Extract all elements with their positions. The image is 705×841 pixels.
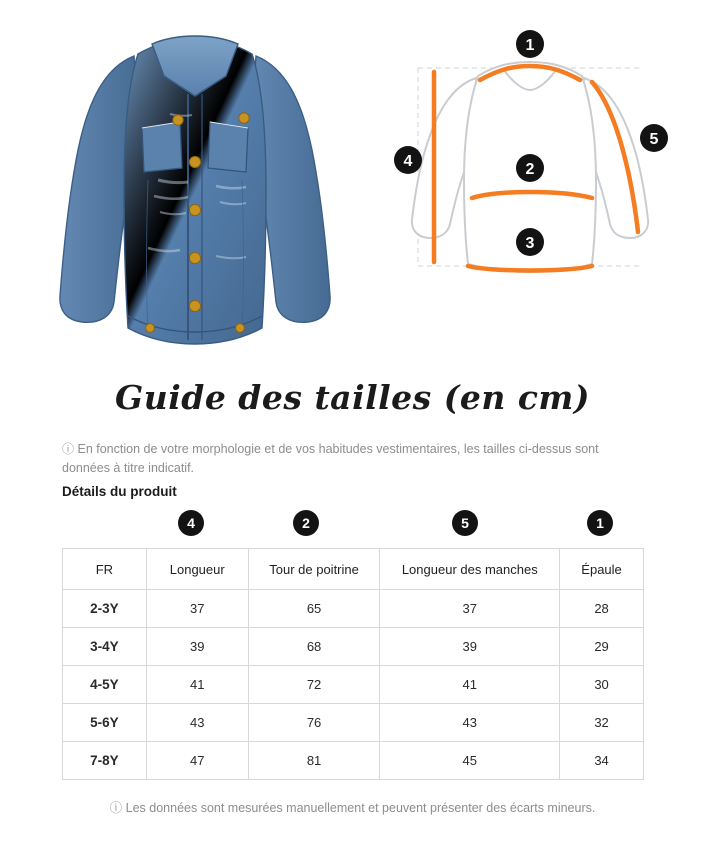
svg-text:2: 2 [525,161,535,178]
cell-manches: 39 [380,628,560,666]
hero-images [0,0,705,370]
cell-poitrine: 68 [248,628,380,666]
cell-poitrine: 65 [248,590,380,628]
cell-epaule: 29 [560,628,644,666]
size-table-head [63,549,644,590]
header-tour-de-poitrine: Tour de poitrine [248,549,380,590]
cell-longueur: 41 [146,666,248,704]
svg-text:5: 5 [649,131,659,148]
header-epaule: Épaule [560,549,644,590]
cell-manches: 45 [380,742,560,780]
table-row [63,704,644,742]
cell-size: 4-5Y [63,666,147,704]
cell-size: 5-6Y [63,704,147,742]
header-fr: FR [63,549,147,590]
cell-longueur: 39 [146,628,248,666]
column-marker-badges [62,510,644,544]
denim-jacket-image [30,10,360,360]
product-details-label: Détails du produit [62,484,177,499]
cell-poitrine: 76 [248,704,380,742]
header-longueur-des-manches: Longueur des manches [380,549,560,590]
column-badge-manches: 5 [452,510,478,536]
page-title: Guide des tailles (en cm) [115,378,590,417]
indicative-sizes-note [62,440,642,479]
cell-poitrine: 81 [248,742,380,780]
table-row [63,590,644,628]
size-table-body [63,590,644,780]
jacket-pocket-right [208,122,248,172]
table-row [63,666,644,704]
cell-epaule: 30 [560,666,644,704]
jacket-pocket-left [142,122,182,172]
measurement-diagram [380,20,680,320]
column-badge-epaule: 1 [587,510,613,536]
column-badge-longueur: 4 [178,510,204,536]
svg-text:3: 3 [525,235,535,252]
cell-longueur: 47 [146,742,248,780]
table-row [63,628,644,666]
info-icon-bottom: ⓘ [109,801,123,815]
cell-manches: 41 [380,666,560,704]
indicative-sizes-note-text: En fonction de votre morphologie et de vos habitudes vestimentaires, les tailles ci-dessus sont données à titre indicatif. [62,442,599,476]
cell-manches: 43 [380,704,560,742]
size-table-wrapper [62,548,644,780]
cell-longueur: 43 [146,704,248,742]
cell-epaule: 28 [560,590,644,628]
size-table [62,548,644,780]
table-header-row [63,549,644,590]
svg-text:4: 4 [403,153,413,170]
cell-size: 2-3Y [63,590,147,628]
cell-manches: 37 [380,590,560,628]
cell-size: 3-4Y [63,628,147,666]
cell-poitrine: 72 [248,666,380,704]
manual-measure-note [0,798,705,816]
cell-epaule: 34 [560,742,644,780]
table-row [63,742,644,780]
svg-text:1: 1 [525,37,535,54]
info-icon: ⓘ [62,442,75,456]
cell-longueur: 37 [146,590,248,628]
cell-epaule: 32 [560,704,644,742]
column-badge-poitrine: 2 [293,510,319,536]
cell-size: 7-8Y [63,742,147,780]
header-longueur: Longueur [146,549,248,590]
manual-measure-note-text: Les données sont mesurées manuellement et peuvent présenter des écarts mineurs. [125,801,596,815]
